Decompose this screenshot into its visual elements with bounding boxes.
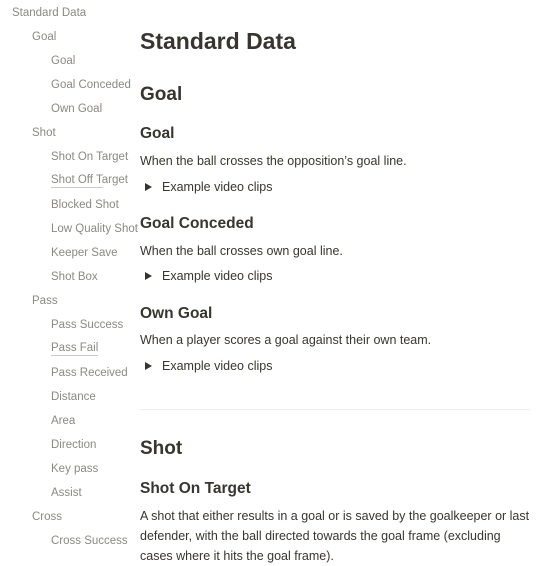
toc-item-distance[interactable]: Distance (51, 391, 96, 403)
toc-item-shot-section[interactable]: Shot (32, 127, 56, 139)
toc-item-direction[interactable]: Direction (51, 439, 97, 451)
toc-item-pass-fail[interactable]: Pass Fail (51, 342, 99, 354)
toggle-label: Example video clips (162, 359, 273, 373)
toc-item-goal-conceded[interactable]: Goal Conceded (51, 79, 131, 91)
toggle-example-clips-goal[interactable] (140, 177, 272, 197)
toggle-label: Example video clips (162, 269, 273, 283)
entry-heading-goal: Goal (140, 125, 175, 142)
toc-item-low-quality-shot[interactable]: Low Quality Shot (51, 223, 138, 235)
toggle-example-clips-own-goal[interactable] (140, 356, 272, 376)
toc-item-cross-section[interactable]: Cross (32, 511, 63, 523)
entry-heading-own-goal: Own Goal (140, 305, 213, 322)
toggle-example-clips-goal-conceded[interactable] (140, 266, 272, 286)
section-heading-shot: Shot (140, 438, 183, 459)
toc-item-pass-section[interactable]: Pass (32, 295, 58, 307)
page-title: Standard Data (140, 28, 296, 54)
toggle-label: Example video clips (162, 180, 273, 194)
toc-item-own-goal[interactable]: Own Goal (51, 103, 103, 115)
entry-heading-goal-conceded: Goal Conceded (140, 215, 254, 232)
toc-item-shot-box[interactable]: Shot Box (51, 271, 98, 283)
toc-item-cross-success[interactable]: Cross Success (51, 535, 128, 547)
toc-item-blocked-shot[interactable]: Blocked Shot (51, 199, 119, 211)
toc-item-shot-on-target[interactable]: Shot On Target (51, 151, 129, 163)
toc-item-key-pass[interactable]: Key pass (51, 463, 99, 475)
toc-item-pass-received[interactable]: Pass Received (51, 367, 128, 379)
toc-item-keeper-save[interactable]: Keeper Save (51, 247, 118, 259)
entry-description-goal: When the ball crosses the opposition’s goal line. (140, 154, 407, 168)
toc-item-shot-off-target[interactable]: Shot Off Target (51, 174, 128, 186)
toc-item-standard-data[interactable]: Standard Data (12, 7, 87, 19)
triangle-right-icon (145, 362, 152, 370)
section-divider (140, 409, 530, 410)
entry-description-shot-on-target: A shot that either results in a goal or is saved by the goalkeeper or last defender, with the ball directed towards the goal frame (excluding cases where it hits the goal frame). (140, 509, 530, 563)
toc-item-pass-success[interactable]: Pass Success (51, 319, 124, 331)
entry-description-own-goal: When a player scores a goal against their own team. (140, 333, 432, 347)
triangle-right-icon (145, 183, 152, 191)
table-of-contents (0, 0, 138, 557)
entry-description-goal-conceded: When the ball crosses own goal line. (140, 244, 343, 258)
triangle-right-icon (145, 272, 152, 280)
toc-item-assist[interactable]: Assist (51, 487, 82, 499)
toc-item-goal[interactable]: Goal (51, 55, 76, 67)
toc-item-area[interactable]: Area (51, 415, 76, 427)
entry-heading-shot-on-target: Shot On Target (140, 480, 251, 497)
section-heading-goal: Goal (140, 84, 183, 105)
toc-item-goal-section[interactable]: Goal (32, 31, 57, 43)
page-content (140, 0, 535, 563)
